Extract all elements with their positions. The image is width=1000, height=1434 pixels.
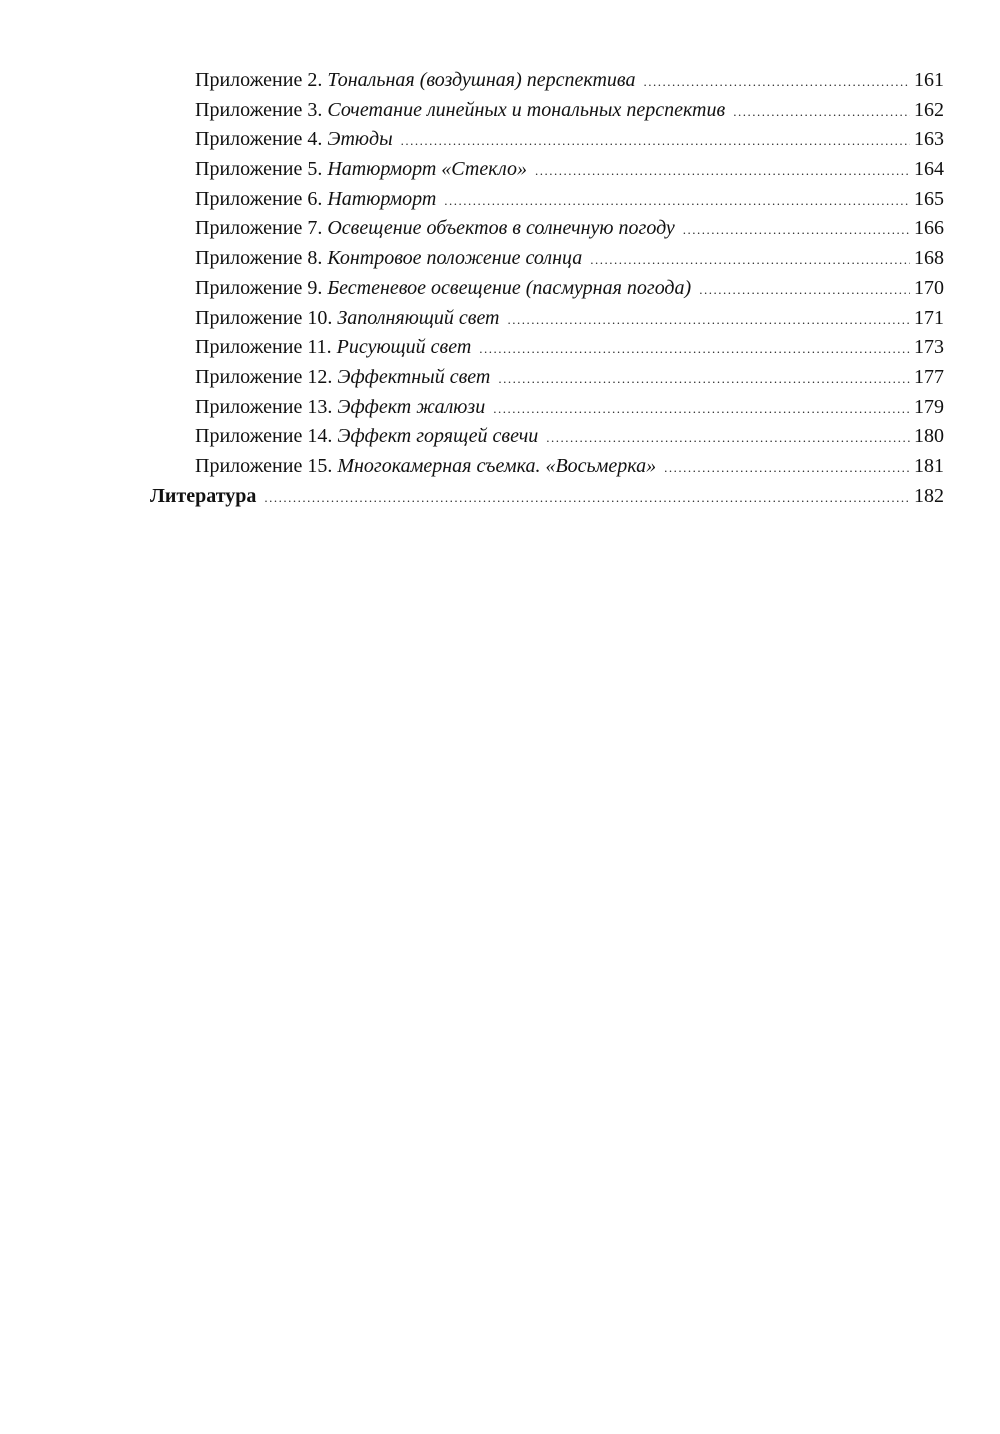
entry-label: Приложение 3. bbox=[195, 98, 323, 121]
entry-title: Освещение объектов в солнечную погоду bbox=[327, 217, 675, 240]
entry-title: Рисующий свет bbox=[336, 336, 472, 359]
entry-title: Заполняющий свет bbox=[337, 306, 500, 329]
entry-title: Этюды bbox=[327, 128, 393, 151]
dot-leader bbox=[493, 394, 910, 424]
dot-leader bbox=[699, 275, 910, 305]
toc-entry-appendix-7 bbox=[150, 214, 944, 244]
page-number: 162 bbox=[914, 98, 944, 121]
toc-entry-appendix-8 bbox=[150, 244, 944, 274]
dot-leader bbox=[498, 364, 910, 394]
page-number: 181 bbox=[914, 454, 944, 477]
entry-title: Многокамерная съемка. «Восьмерка» bbox=[337, 454, 657, 477]
dot-leader bbox=[590, 245, 910, 275]
page-number: 182 bbox=[914, 484, 944, 507]
entry-label: Приложение 10. bbox=[195, 306, 333, 329]
entry-label: Приложение 14. bbox=[195, 425, 333, 448]
entry-title: Сочетание линейных и тональных перспектив bbox=[327, 98, 726, 121]
toc-entry-appendix-6 bbox=[150, 185, 944, 215]
page-number: 166 bbox=[914, 217, 944, 240]
page-number: 179 bbox=[914, 395, 944, 418]
dot-leader bbox=[664, 453, 910, 483]
entry-title: Тональная (воздушная) перспектива bbox=[327, 69, 636, 91]
dot-leader bbox=[264, 483, 910, 513]
page-number: 163 bbox=[914, 128, 944, 151]
toc-entry-appendix-15 bbox=[150, 452, 944, 482]
toc-entry-appendix-14 bbox=[150, 422, 944, 452]
entry-title: Эффект жалюзи bbox=[337, 395, 486, 418]
toc-entry-appendix-13 bbox=[150, 393, 944, 423]
entry-title: Натюрморт «Стекло» bbox=[327, 158, 527, 181]
literature-title: Литература bbox=[150, 484, 257, 507]
page-number: 177 bbox=[914, 365, 944, 388]
toc-entry-appendix-3 bbox=[150, 96, 944, 126]
entry-title: Контровое положение солнца bbox=[327, 247, 583, 270]
dot-leader bbox=[733, 97, 910, 127]
page-number: 164 bbox=[914, 158, 944, 181]
table-of-contents bbox=[150, 66, 944, 511]
dot-leader bbox=[401, 126, 910, 156]
dot-leader bbox=[479, 334, 910, 364]
page-number: 171 bbox=[914, 306, 944, 329]
entry-label: Приложение 7. bbox=[195, 217, 323, 240]
entry-label: Приложение 2. bbox=[195, 69, 323, 91]
toc-entry-appendix-2 bbox=[150, 66, 944, 96]
dot-leader bbox=[683, 215, 910, 245]
entry-title: Эффект горящей свечи bbox=[337, 425, 539, 448]
dot-leader bbox=[643, 67, 910, 97]
page-number: 170 bbox=[914, 276, 944, 299]
entry-label: Приложение 15. bbox=[195, 454, 333, 477]
toc-entry-appendix-11 bbox=[150, 333, 944, 363]
entry-label: Приложение 8. bbox=[195, 247, 323, 270]
entry-label: Приложение 12. bbox=[195, 365, 333, 388]
toc-entry-appendix-4 bbox=[150, 125, 944, 155]
toc-entry-literature bbox=[150, 482, 944, 512]
entry-title: Бестеневое освещение (пасмурная погода) bbox=[327, 276, 692, 299]
entry-label: Приложение 11. bbox=[195, 336, 332, 359]
entry-label: Приложение 6. bbox=[195, 187, 323, 210]
entry-label: Приложение 9. bbox=[195, 276, 323, 299]
dot-leader bbox=[508, 305, 910, 335]
page-number: 180 bbox=[914, 425, 944, 448]
toc-entry-appendix-12 bbox=[150, 363, 944, 393]
page-number: 161 bbox=[914, 69, 944, 91]
dot-leader bbox=[535, 156, 910, 186]
page-number: 165 bbox=[914, 187, 944, 210]
toc-entry-appendix-5 bbox=[150, 155, 944, 185]
dot-leader bbox=[444, 186, 910, 216]
entry-label: Приложение 4. bbox=[195, 128, 323, 151]
page-number: 173 bbox=[914, 336, 944, 359]
entry-label: Приложение 13. bbox=[195, 395, 333, 418]
toc-entry-appendix-9 bbox=[150, 274, 944, 304]
toc-entry-appendix-10 bbox=[150, 304, 944, 334]
entry-title: Натюрморт bbox=[327, 187, 437, 210]
entry-label: Приложение 5. bbox=[195, 158, 323, 181]
entry-title: Эффектный свет bbox=[337, 365, 491, 388]
dot-leader bbox=[546, 423, 910, 453]
page-number: 168 bbox=[914, 247, 944, 270]
